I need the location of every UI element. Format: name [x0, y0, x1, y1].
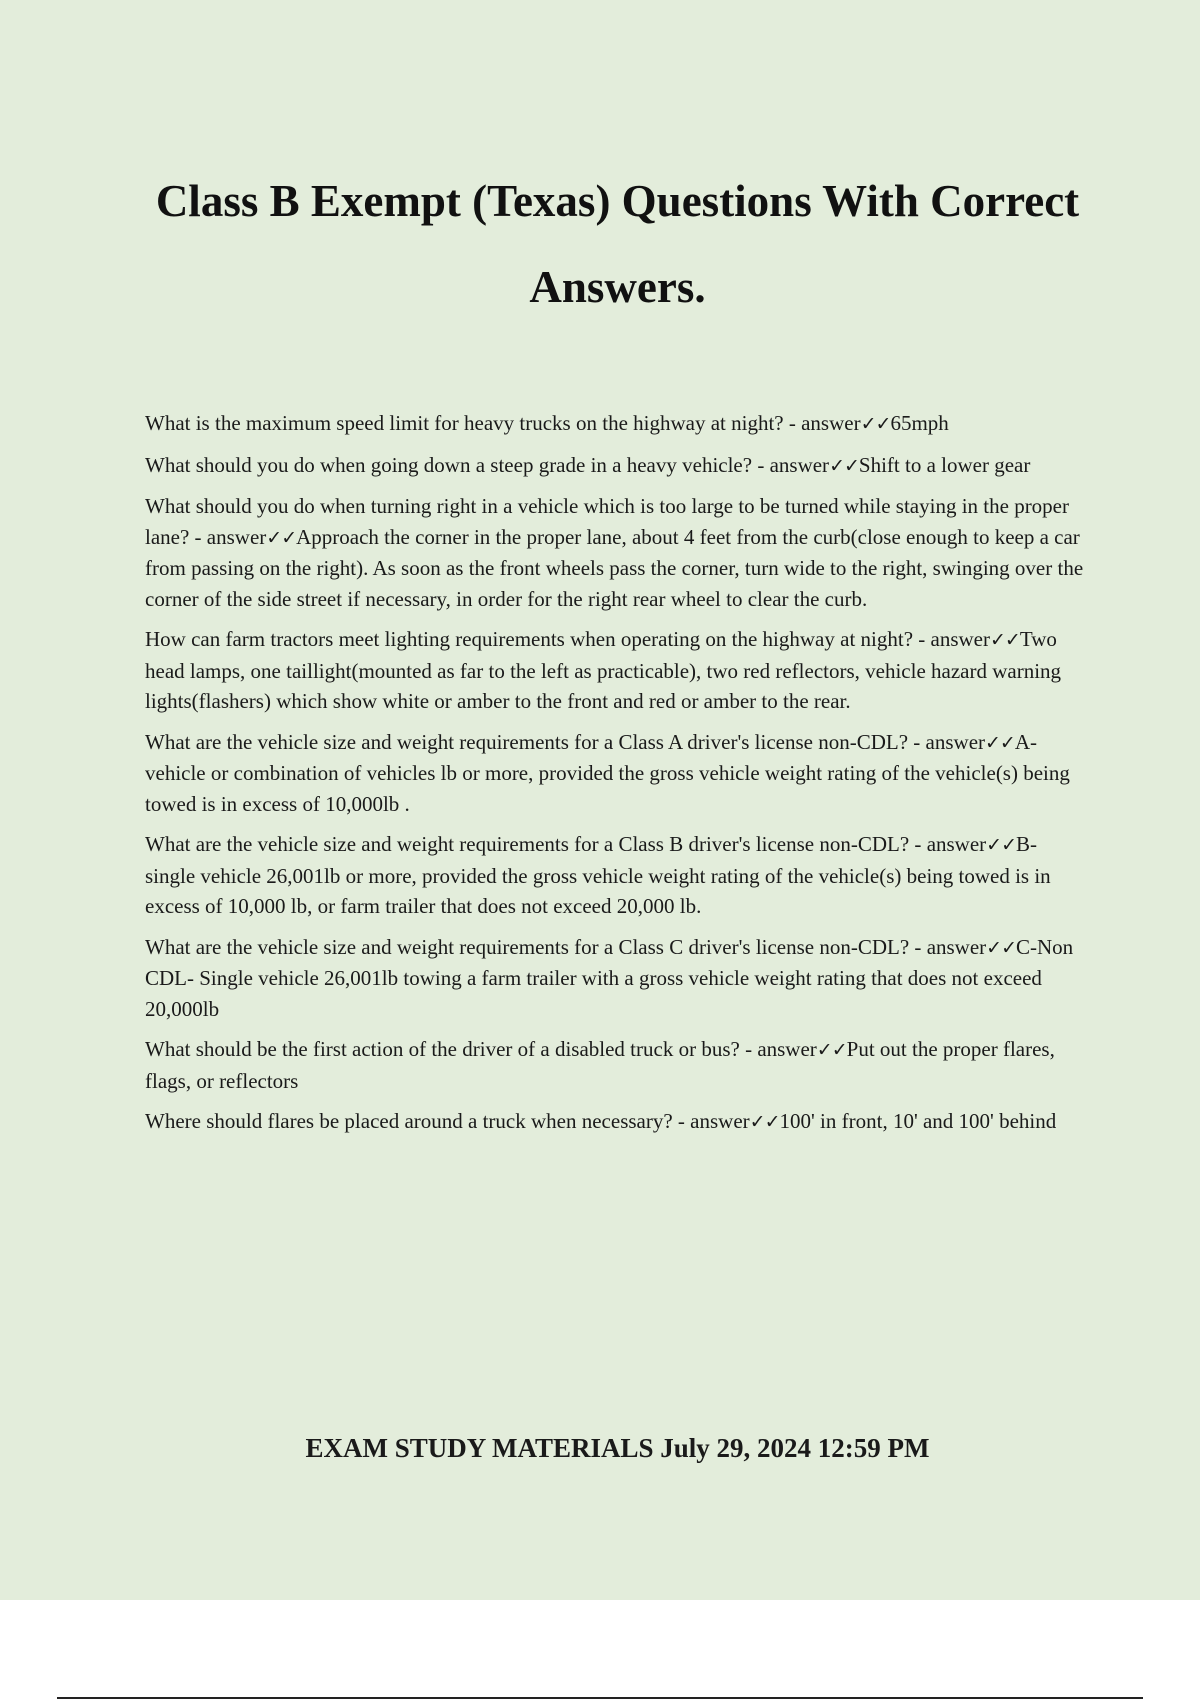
double-check-mark-icon: ✓✓	[816, 1039, 847, 1061]
answer-text: Approach the corner in the proper lane, about 4 feet from the curb(close enough to keep a car from passing on the right). As soon as the front wheels pass the corner, turn wide to the right, swinging over the corner of the side street if necessary, in order for the right rear wheel to clear the curb.	[145, 524, 1084, 611]
question-text: What is the maximum speed limit for heavy trucks on the highway at night? -	[145, 411, 802, 435]
answer-marker: answer	[757, 1037, 817, 1061]
double-check-mark-icon: ✓✓	[266, 526, 297, 549]
question-text: What should you do when turning right in a vehicle which is too large to be turned while staying in the proper lane? -	[145, 494, 1069, 549]
answer-text: A- vehicle or combination of vehicles lb or more, provided the gross vehicle weight rating of the vehicle(s) being towed is in excess of 10,000lb .	[145, 729, 1070, 816]
answer-marker: answer	[926, 934, 987, 959]
double-check-mark-icon: ✓✓	[985, 731, 1015, 754]
qa-item	[145, 624, 1090, 717]
question-text: What are the vehicle size and weight requirements for a Class C driver's license non-CDL? -	[145, 934, 927, 959]
answer-text: C-Non CDL- Single vehicle 26,001lb towing a farm trailer with a gross vehicle weight rating that does not exceed 20,000lb	[145, 934, 1074, 1021]
answer-marker: answer	[206, 524, 267, 549]
qa-item	[145, 1106, 1090, 1138]
qa-item	[145, 727, 1090, 820]
double-check-mark-icon: ✓✓	[986, 834, 1017, 856]
footer-note: EXAM STUDY MATERIALS July 29, 2024 12:59 PM	[305, 1433, 930, 1463]
question-text: What are the vehicle size and weight requirements for a Class A driver's license non-CDL? -	[145, 729, 926, 754]
answer-marker: answer	[769, 452, 830, 477]
qa-item	[145, 408, 1090, 440]
question-text: How can farm tractors meet lighting requirements when operating on the highway at night? -	[145, 627, 931, 651]
question-text: What should be the first action of the driver of a disabled truck or bus? -	[145, 1037, 758, 1061]
double-check-mark-icon: ✓✓	[829, 454, 859, 477]
question-text: Where should flares be placed around a truck when necessary? -	[145, 1109, 691, 1133]
qa-item	[145, 1034, 1090, 1096]
answer-text: 65mph	[890, 411, 949, 435]
double-check-mark-icon: ✓✓	[986, 936, 1017, 959]
answer-text: Two head lamps, one taillight(mounted as far to the left as practicable), two red reflectors, vehicle hazard warning lights(flashers) which show white or amber to the front and red or amber to the rear.	[145, 627, 1062, 713]
double-check-mark-icon: ✓✓	[860, 413, 891, 435]
answer-marker: answer	[690, 1109, 750, 1133]
question-text: What are the vehicle size and weight requirements for a Class B driver's license non-CDL? -	[145, 832, 927, 856]
answer-marker: answer	[926, 832, 987, 856]
answer-marker: answer	[930, 627, 990, 651]
answer-marker: answer	[801, 411, 861, 435]
page-bottom-rule	[57, 1697, 1143, 1699]
question-text: What should you do when going down a steep grade in a heavy vehicle? -	[145, 452, 770, 477]
answer-text: 100' in front, 10' and 100' behind	[779, 1109, 1057, 1133]
question-answer-list	[145, 408, 1090, 1148]
answer-text: Put out the proper flares, flags, or reflectors	[145, 1037, 1055, 1093]
qa-item	[145, 450, 1090, 482]
document-title: Class B Exempt (Texas) Questions With Correct Answers.	[155, 176, 1080, 312]
qa-item	[145, 829, 1090, 922]
qa-item	[145, 491, 1090, 614]
double-check-mark-icon: ✓✓	[990, 629, 1020, 651]
double-check-mark-icon: ✓✓	[749, 1111, 780, 1133]
answer-marker: answer	[925, 729, 986, 754]
answer-text: B- single vehicle 26,001lb or more, provided the gross vehicle weight rating of the vehicle(s) being towed is in excess of 10,000 lb, or farm trailer that does not exceed 20,000 lb.	[145, 832, 1051, 918]
qa-item	[145, 932, 1090, 1025]
answer-text: Shift to a lower gear	[858, 452, 1031, 477]
